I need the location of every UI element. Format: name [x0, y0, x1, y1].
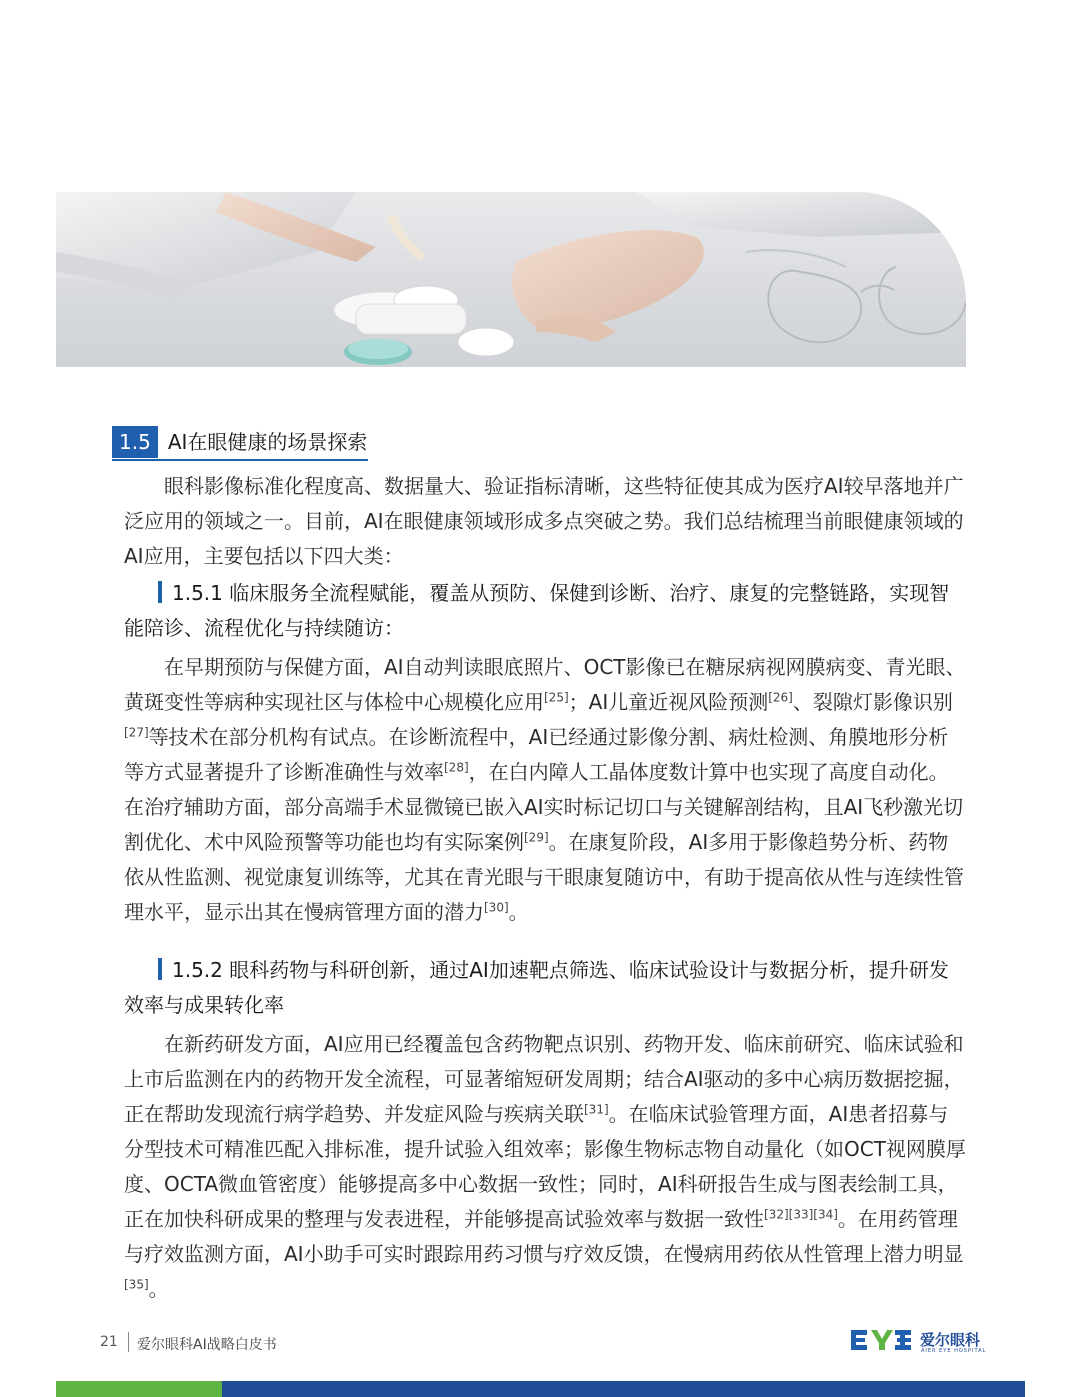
footer-band-blue	[222, 1381, 1025, 1397]
footer-divider	[128, 1332, 129, 1352]
text-run: ，在白内障人工晶体度数计算中也实现了高度自动化。在治疗辅助方面，部分高端手术显微镜已嵌入AI实时标记切口与关键解剖结构，且AI飞秒激光切割优化、术中风险预警等功能也均有实际案例	[124, 760, 964, 854]
text-run: 。	[148, 1277, 169, 1301]
section-number: 1.5	[112, 426, 158, 458]
subsection-bar	[158, 958, 162, 980]
eye-logo-mark	[851, 1326, 916, 1354]
section-heading	[112, 426, 367, 458]
citation: [25]	[544, 690, 569, 705]
subsection-1-title: 临床服务全流程赋能，覆盖从预防、保健到诊断、治疗、康复的完整链路，实现智能陪诊、流程优化与持续随访：	[124, 581, 950, 640]
footer-title: 爱尔眼科AI战略白皮书	[137, 1337, 277, 1353]
footer-band-green	[56, 1381, 222, 1397]
text-run: 。在临床试验管理方面，AI患者招募与分型技术可精准匹配入排标准，提升试验入组效率；影像生物标志物自动量化（如OCT视网膜厚度、OCTA微血管密度）能够提高多中心数据一致性；同时，AI科研报告生成与图表绘制工具，正在加快科研成果的整理与发表进程，并能够提高试验效率与数据一致性	[124, 1102, 966, 1231]
text-run: 在新药研发方面，AI应用已经覆盖包含药物靶点识别、药物开发、临床前研究、临床试验和上市后监测在内的药物开发全流程，可显著缩短研发周期；结合AI驱动的多中心病历数据挖掘，正在帮助发现流行病学趋势、并发症风险与疾病关联	[124, 1032, 964, 1126]
citation: [27]	[124, 725, 149, 740]
subsection-2-heading	[124, 953, 966, 1023]
hero-photo	[56, 192, 966, 367]
text-run: 等技术在部分机构有试点。在诊断流程中，AI已经通过影像分割、病灶检测、角膜地形分析等方式显著提升了诊断准确性与效率	[124, 725, 949, 784]
intro-paragraph: 眼科影像标准化程度高、数据量大、验证指标清晰，这些特征使其成为医疗AI较早落地并广泛应用的领域之一。目前，AI在眼健康领域形成多点突破之势。我们总结梳理当前眼健康领域的AI应用，主要包括以下四大类：	[124, 474, 964, 568]
subsection-1-heading	[124, 576, 966, 646]
text-run: 在早期预防与保健方面，AI自动判读眼底照片、OCT影像已在糖尿病视网膜病变、青光眼、黄斑变性等病种实现社区与体检中心规模化应用	[124, 655, 966, 714]
citation: [28]	[444, 760, 469, 775]
heading-underline	[112, 459, 368, 461]
logo-chinese-name: 爱尔眼科	[920, 1331, 981, 1349]
page-number: 21	[100, 1334, 118, 1350]
citation: [35]	[124, 1277, 149, 1292]
subsection-1-number: 1.5.1	[172, 581, 223, 605]
citation: [31]	[584, 1102, 609, 1117]
citation: [29]	[524, 830, 549, 845]
text-run: 。在用药管理与疗效监测方面，AI小助手可实时跟踪用药习惯与疗效反馈，在慢病用药依从性管理上潜力明显	[124, 1207, 964, 1266]
citation: [30]	[484, 900, 509, 915]
logo-english-name: AIER EYE HOSPITAL	[921, 1348, 987, 1354]
aier-eye-logo	[851, 1326, 987, 1354]
subsection-2-paragraph	[124, 1027, 966, 1307]
text-run: 。在康复阶段，AI多用于影像趋势分析、药物依从性监测、视觉康复训练等，尤其在青光眼与干眼康复随访中，有助于提高依从性与连续性管理水平，显示出其在慢病管理方面的潜力	[124, 830, 964, 924]
citation: [26]	[768, 690, 793, 705]
subsection-1-paragraph	[124, 650, 966, 930]
text-run: 。	[508, 900, 529, 924]
subsection-2-title: 眼科药物与科研创新，通过AI加速靶点筛选、临床试验设计与数据分析，提升研发效率与成果转化率	[124, 958, 949, 1017]
text-run: 、裂隙灯影像识别	[792, 690, 953, 714]
text-run: ；AI儿童近视风险预测	[568, 690, 769, 714]
section-title: AI在眼健康的场景探索	[167, 430, 368, 454]
citation: [32][33][34]	[764, 1207, 838, 1222]
subsection-2-number: 1.5.2	[172, 958, 223, 982]
subsection-bar	[158, 581, 162, 603]
